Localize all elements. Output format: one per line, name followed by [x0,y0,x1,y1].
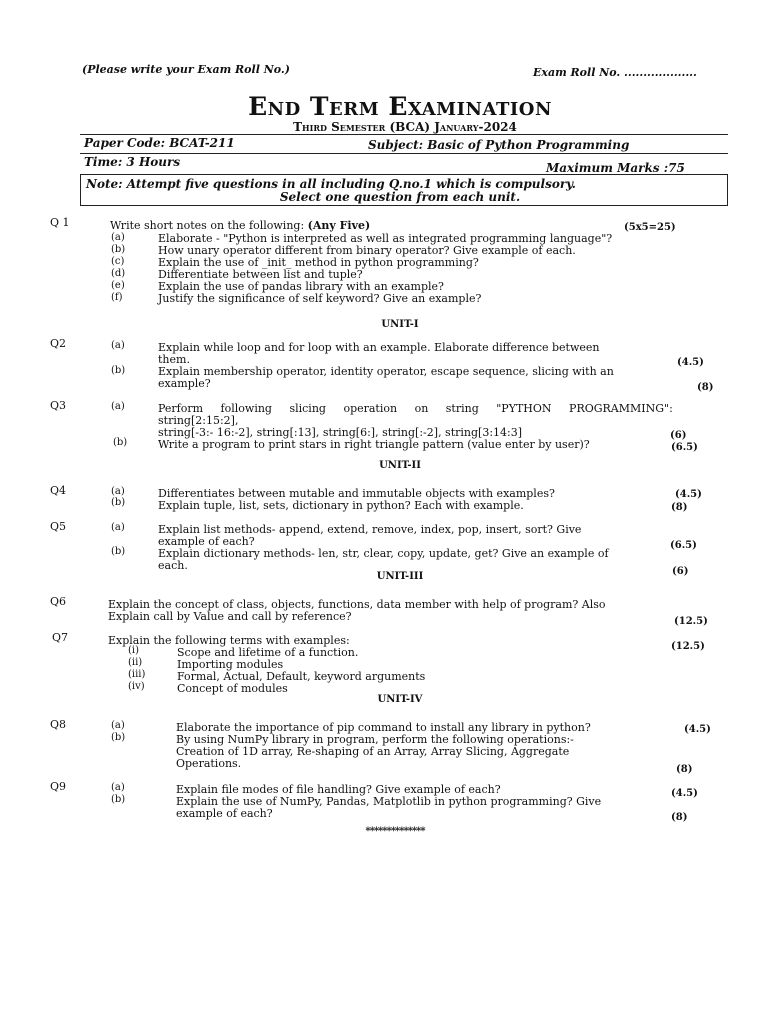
note-line-1: Note: Attempt five questions in all including Q.no.1 which is compulsory. [86,177,576,191]
q3-a-line3: string[-3:- 16:-2], string[:13], string[6:], string[:-2], string[3:14:3] [158,426,523,439]
q8-b-line1: By using NumPy library in program, perform the following operations:- [176,733,574,746]
exam-title: End Term Examination [248,92,552,121]
q6-number: Q6 [50,595,67,608]
q7-ii-text: Importing modules [177,658,284,671]
q9-a-label: (a) [111,782,125,793]
q4-a-label: (a) [111,486,125,497]
q7-marks: (12.5) [671,641,705,652]
q1-d-label: (d) [111,268,126,279]
divider-top [80,134,728,135]
q9-number: Q9 [50,780,67,793]
q1-a-text: Elaborate - "Python is interpreted as well as integrated programming language"? [158,232,613,245]
q4-b-label: (b) [111,497,126,508]
q1-f-label: (f) [111,292,123,303]
q3-b-line1: Write a program to print stars in right triangle pattern (value enter by user)? [158,438,590,451]
q7-i-text: Scope and lifetime of a function. [177,646,359,659]
q8-b-line2: Creation of 1D array, Re-shaping of an Array, Array Slicing, Aggregate [176,745,570,758]
q7-ii-label: (ii) [128,657,143,668]
q3-a-label: (a) [111,401,125,412]
q3-a-line1: Perform following slicing operation on string "PYTHON PROGRAMMING": [158,402,673,415]
divider-mid [80,153,728,154]
q8-number: Q8 [50,718,67,731]
q4-a-marks: (4.5) [675,489,702,500]
q9-a-marks: (4.5) [671,788,698,799]
q1-any-five: (Any Five) [307,219,371,232]
q3-a-marks: (6) [670,430,687,441]
unit-3-heading: UNIT-III [376,571,424,582]
q7-intro: Explain the following terms with examples: [108,634,350,647]
q1-f-text: Justify the significance of self keyword? Give an example? [158,292,482,305]
q9-b-label: (b) [111,794,126,805]
q1-intro-text: Write short notes on the following: [110,219,305,232]
q8-b-line3: Operations. [176,757,242,770]
q2-b-marks: (8) [697,382,714,393]
q7-iii-text: Formal, Actual, Default, keyword arguments [177,670,426,683]
q1-number: Q 1 [50,216,70,229]
q9-b-line1: Explain the use of NumPy, Pandas, Matplotlib in python programming? Give [176,795,602,808]
unit-2-heading: UNIT-II [379,460,421,471]
unit-4-heading: UNIT-IV [377,694,423,705]
exam-roll-no-field: Exam Roll No. ................... [533,66,697,79]
q5-b-label: (b) [111,546,126,557]
q5-a-marks: (6.5) [670,540,697,551]
q5-b-line2: each. [158,559,188,572]
q2-number: Q2 [50,337,67,350]
q3-b-label: (b) [113,437,128,448]
q3-b-marks: (6.5) [671,442,698,453]
q1-c-label: (c) [111,256,125,267]
q4-b-line1: Explain tuple, list, sets, dictionary in python? Each with example. [158,499,524,512]
q1-e-label: (e) [111,280,125,291]
q1-e-text: Explain the use of pandas library with an example? [158,280,444,293]
q7-iv-label: (iv) [128,681,145,692]
q1-c-text: Explain the use of _init_ method in python programming? [158,256,479,269]
q2-a-line2: them. [158,353,190,366]
q9-a-line1: Explain file modes of file handling? Give example of each? [176,783,501,796]
q6-marks: (12.5) [674,616,708,627]
maximum-marks: Maximum Marks :75 [546,161,685,175]
q2-b-line1: Explain membership operator, identity operator, escape sequence, slicing with an [158,365,614,378]
q3-number: Q3 [50,399,67,412]
q4-number: Q4 [50,484,67,497]
q5-b-marks: (6) [672,566,689,577]
q5-a-label: (a) [111,522,125,533]
q8-b-label: (b) [111,732,126,743]
unit-1-heading: UNIT-I [381,319,419,330]
q2-a-label: (a) [111,340,125,351]
q1-marks: (5x5=25) [624,222,676,233]
q5-b-line1: Explain dictionary methods- len, str, clear, copy, update, get? Give an example of [158,547,609,560]
q7-i-label: (i) [128,645,140,656]
q2-b-label: (b) [111,365,126,376]
q5-a-line1: Explain list methods- append, extend, remove, index, pop, insert, sort? Give [158,523,582,536]
exam-time: Time: 3 Hours [84,155,181,169]
q7-iii-label: (iii) [128,669,146,680]
q5-a-line2: example of each? [158,535,255,548]
q8-a-label: (a) [111,720,125,731]
note-line-2: Select one question from each unit. [279,190,521,204]
q2-b-line2: example? [158,377,211,390]
q1-d-text: Differentiate between list and tuple? [158,268,363,281]
q8-b-marks: (8) [676,764,693,775]
q6-line1: Explain the concept of class, objects, functions, data member with help of program? Also [108,598,606,611]
q4-b-marks: (8) [671,502,688,513]
q3-a-line2: string[2:15:2], [158,414,239,427]
q8-a-marks: (4.5) [684,724,711,735]
q2-a-line1: Explain while loop and for loop with an example. Elaborate difference between [158,341,600,354]
q7-iv-text: Concept of modules [177,682,288,695]
subject: Subject: Basic of Python Programming [368,138,630,152]
end-of-paper-stars: ************** [365,826,425,837]
roll-instruction: (Please write your Exam Roll No.) [82,63,290,76]
q1-a-label: (a) [111,232,125,243]
q4-a-line1: Differentiates between mutable and immutable objects with examples? [158,487,555,500]
q2-a-marks: (4.5) [677,357,704,368]
q1-b-text: How unary operator different from binary operator? Give example of each. [158,244,576,257]
semester-line: Third Semester (BCA) January-2024 [293,120,517,134]
q6-line2: Explain call by Value and call by reference? [108,610,352,623]
q7-number: Q7 [52,631,69,644]
q9-b-marks: (8) [671,812,688,823]
q5-number: Q5 [50,520,67,533]
q1-b-label: (b) [111,244,126,255]
q8-a-line1: Elaborate the importance of pip command to install any library in python? [176,721,591,734]
q1-intro [110,219,370,232]
paper-code: Paper Code: BCAT-211 [84,136,235,150]
q9-b-line2: example of each? [176,807,273,820]
